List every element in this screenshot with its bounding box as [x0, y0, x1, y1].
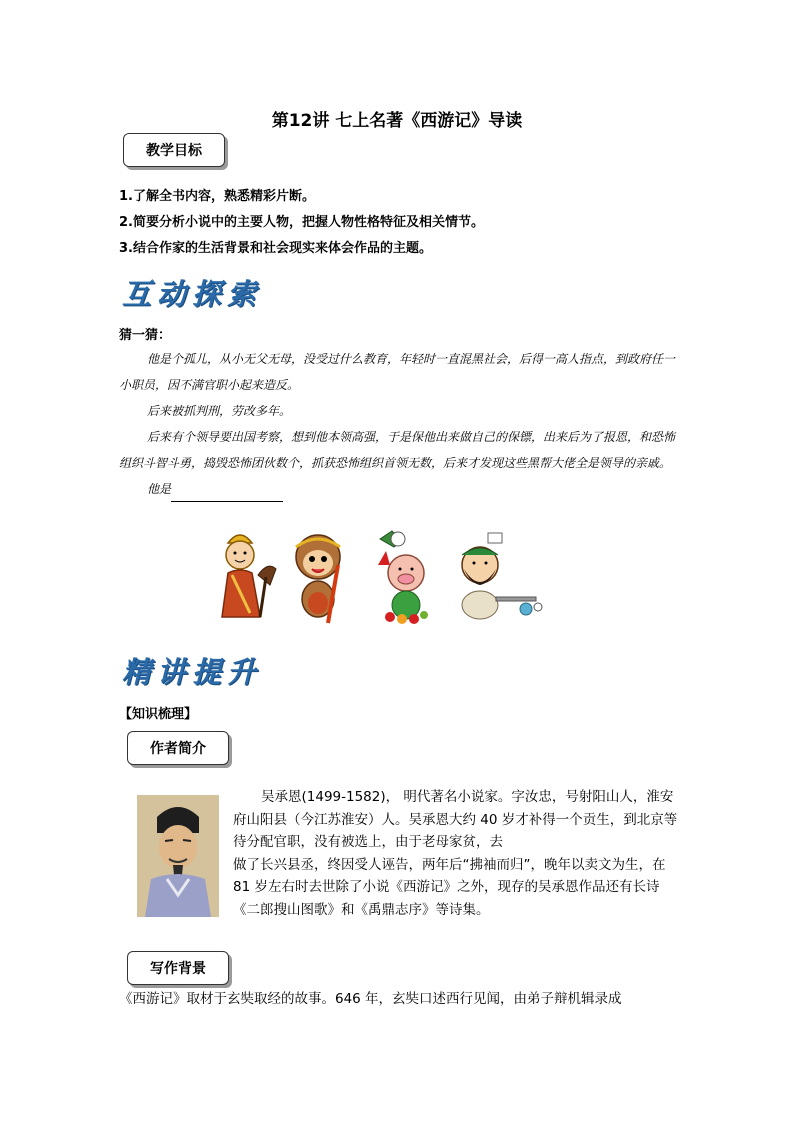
monk-figure	[222, 535, 276, 617]
background-label: 写作背景	[150, 961, 206, 977]
journey-characters-illustration	[210, 525, 560, 625]
background-label-box	[127, 951, 229, 985]
page-title: 第12讲 七上名著《西游记》导读	[271, 111, 523, 131]
monkey-figure	[296, 535, 340, 623]
pig-figure	[378, 531, 428, 624]
knowledge-label: 【知识梳理】	[119, 707, 198, 722]
goals-label: 教学目标	[146, 143, 202, 159]
goal-item: 1.了解全书内容，熟悉精彩片断。	[119, 189, 315, 204]
story-paragraph: 他是个孤儿，从小无父无母，没受过什么教育，年轻时一直混黑社会，后得一高人指点，到政府任一小职员，因不满官职小起来造反。	[119, 352, 676, 392]
story-paragraph: 后来有个领导要出国考察，想到他本领高强，于是保他出来做自己的保镖，出来后为了报恩，和恐怖组织斗智斗勇，捣毁恐怖团伙数个，抓获恐怖组织首领无数，后来才发现这些黑帮大佬全是领导的亲戚。	[119, 430, 676, 470]
guess-label: 猜一猜：	[119, 328, 172, 343]
answer-line	[119, 476, 679, 502]
bio-paragraph: 吴承恩(1499-1582)， 明代著名小说家。字汝忠，号射阳山人，淮安府山阳县（今江苏淮安）人。吴承恩大约 40 岁才补得一个贡生，到北京等待分配官职，没有被选上，由于老母家贫，去	[233, 789, 678, 850]
bio-paragraph: 做了长兴县丞，终因受人诬告，两年后“拂袖而归”，晚年以卖文为生，在 81 岁左右时去世除了小说《西游记》之外，现存的吴承恩作品还有长诗《二郎搜山图歌》和《禹鼎志序》等诗集。	[233, 856, 666, 918]
goal-item: 2.简要分析小说中的主要人物，把握人物性格特征及相关情节。	[119, 215, 484, 230]
goals-list	[119, 184, 484, 262]
author-label: 作者简介	[150, 741, 206, 757]
sha-seng-figure	[462, 533, 542, 619]
guess-story	[119, 346, 679, 502]
explore-heading: 互动探索	[122, 277, 263, 311]
goal-item: 3.结合作家的生活背景和社会现实来体会作品的主题。	[119, 241, 432, 256]
answer-blank	[171, 487, 283, 502]
author-portrait	[137, 795, 219, 917]
lecture-heading: 精讲提升	[122, 655, 263, 689]
author-label-box	[127, 731, 229, 765]
answer-prefix: 他是	[147, 482, 172, 496]
background-text: 《西游记》取材于玄奘取经的故事。646 年，玄奘口述西行见闻，由弟子辩机辑录成	[119, 991, 622, 1007]
portrait-image	[137, 795, 219, 917]
author-bio	[233, 786, 678, 921]
goals-label-box	[123, 133, 225, 167]
story-paragraph: 后来被抓判刑，劳改多年。	[147, 404, 292, 418]
